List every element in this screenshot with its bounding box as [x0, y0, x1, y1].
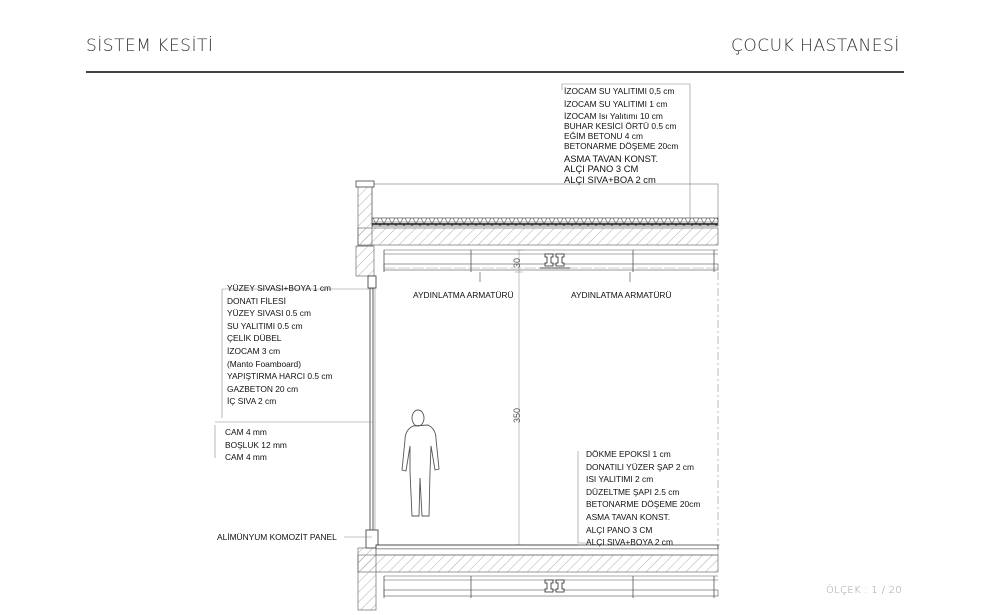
floor-layer: ALÇI SIVA+BOYA 2 cm — [586, 537, 673, 548]
floor-layer: DÜZELTME ŞAPI 2.5 cm — [586, 486, 680, 497]
floor-layer: ISI YALITIMI 2 cm — [586, 474, 654, 485]
panel-label: ALİMÜNYUM KOMOZİT PANEL — [217, 532, 337, 542]
roof-layer: ASMA TAVAN KONST. — [564, 152, 659, 164]
wall-layer: SU YALITIMI 0.5 cm — [227, 320, 303, 331]
wall-layer: DONATI FİLESİ — [227, 295, 286, 306]
roof-slab — [356, 181, 718, 246]
wall-layer: İZOCAM 3 cm — [227, 345, 281, 356]
dimension-lines — [515, 250, 523, 545]
floor-layer-list — [586, 449, 700, 550]
floor-layer: ASMA TAVAN KONST. — [586, 511, 671, 522]
roof-layer: BETONARME DÖŞEME 20cm — [564, 141, 679, 152]
lighting-label-left: AYDINLATMA ARMATÜRÜ — [413, 290, 514, 300]
floor-layer: DONATILI YÜZER ŞAP 2 cm — [586, 461, 694, 472]
wall-layer-list — [227, 283, 332, 409]
floor-layer: DÖKME EPOKSİ 1 cm — [586, 449, 671, 459]
section-title: SİSTEM KESİTİ — [86, 36, 214, 56]
room-height-dimension: 350 — [512, 407, 522, 423]
glazing-layer: CAM 4 mm — [225, 452, 267, 463]
wall-layer: ÇELİK DÜBEL — [227, 333, 282, 344]
roof-layer: İZOCAM SU YALITIMI 1 cm — [564, 98, 668, 109]
wall-layer: İÇ SIVA 2 cm — [227, 396, 277, 407]
wall-layer: YÜZEY SIVASI 0.5 cm — [227, 308, 311, 319]
human-scale-figure — [402, 410, 439, 516]
wall-layer: YÜZEY SIVASI+BOYA 1 cm — [227, 283, 332, 293]
lighting-label-right: AYDINLATMA ARMATÜRÜ — [571, 290, 672, 300]
drawing-scale: ÖLÇEK : 1 / 20 — [826, 585, 903, 596]
wall-layer: GAZBETON 20 cm — [227, 383, 299, 394]
roof-layer: ALÇI PANO 3 CM — [564, 163, 639, 175]
roof-layer: EĞİM BETONU 4 cm — [564, 131, 643, 142]
project-title: ÇOCUK HASTANESİ — [731, 36, 900, 56]
lighting-fixtures — [480, 272, 630, 282]
suspended-ceiling-top — [384, 250, 718, 272]
roof-layer-list — [564, 86, 678, 188]
roof-layer: ALÇI SIVA+BOA 2 cm — [564, 173, 656, 185]
floor-layer: ALÇI PANO 3 CM — [586, 524, 653, 535]
wall-layer: (Manto Foamboard) — [227, 358, 302, 369]
roof-layer: BUHAR KESİCİ ÖRTÜ 0.5 cm — [564, 121, 677, 132]
roof-layer: İZOCAM Isı Yalıtımı 10 cm — [564, 111, 663, 122]
roof-layer: İZOCAM SU YALITIMI 0,5 cm — [564, 86, 675, 96]
glazing-layer-list — [225, 427, 287, 465]
glazing-layer: CAM 4 mm — [225, 427, 267, 437]
facade-wall — [356, 246, 378, 548]
floor-layer: BETONARME DÖŞEME 20cm — [586, 499, 701, 510]
glazing-layer: BOŞLUK 12 mm — [225, 439, 287, 450]
wall-layer: YAPIŞTIRMA HARCI 0.5 cm — [227, 371, 333, 382]
ceiling-gap-dimension: 30 — [512, 257, 522, 268]
floor-slab — [358, 545, 718, 610]
